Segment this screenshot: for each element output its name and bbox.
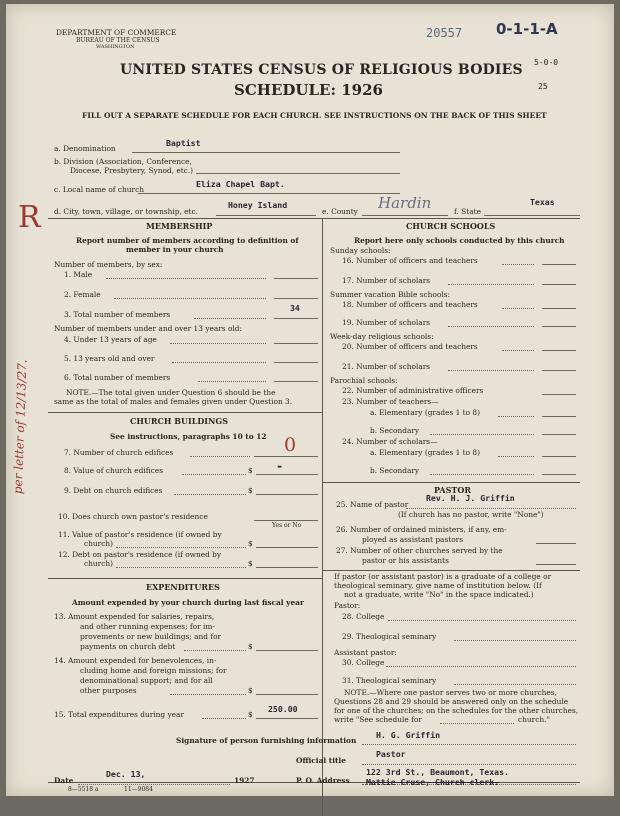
q20-label: 20. Number of officers and teachers	[342, 342, 478, 351]
year-label: 1927	[234, 776, 255, 785]
pastor-note-3: for one of the churches; on the schedules for the other churches,	[334, 706, 579, 715]
review-mark: R	[18, 200, 41, 235]
county-label: e. County	[322, 207, 358, 216]
q8-dollar: $	[248, 466, 253, 475]
division-label: b. Division (Association, Conference,	[54, 157, 192, 166]
q12-dollar: $	[248, 559, 253, 568]
sunday-schools-label: Sunday schools:	[330, 246, 391, 255]
q17-label: 17. Number of scholars	[342, 276, 431, 285]
q6-label: 6. Total number of members	[64, 373, 171, 382]
local-name-label: c. Local name of church	[54, 185, 144, 194]
instruction-line: FILL OUT A SEPARATE SCHEDULE FOR EACH CHURCH. SEE INSTRUCTIONS ON THE BACK OF THIS SHEET	[82, 111, 547, 120]
date-value: Dec. 13,	[106, 769, 146, 779]
q15-value: 250.00	[268, 704, 298, 714]
q31-label: 31. Theological seminary	[342, 676, 437, 685]
q11-label: 11. Value of pastor's residence (if owned by	[58, 530, 222, 539]
q21-label: 21. Number of scholars	[342, 362, 431, 371]
q23a-label: a. Elementary (grades 1 to 8)	[370, 408, 481, 417]
q24b-label: b. Secondary	[370, 466, 420, 475]
q11-label-2: church)	[84, 539, 113, 548]
official-title-value: Pastor	[376, 749, 406, 759]
file-code: 0-1-1-A	[496, 20, 558, 38]
q13-label-4: payments on church debt	[80, 642, 176, 651]
graduate-note: If pastor (or assistant pastor) is a graduate of a college or	[334, 572, 552, 581]
q12-label: 12. Debt on pastor's residence (if owned by	[58, 550, 222, 559]
q24a-label: a. Elementary (grades 1 to 8)	[370, 448, 481, 457]
division-label-2: Diocese, Presbytery, Synod, etc.)	[70, 166, 194, 175]
q24-label: 24. Number of scholars—	[342, 437, 438, 446]
q8-label: 8. Value of church edifices	[64, 466, 163, 475]
q28-label: 28. College	[342, 612, 385, 621]
q23-label: 23. Number of teachers—	[342, 397, 439, 406]
buildings-instruction: See instructions, paragraphs 10 to 12	[110, 432, 267, 441]
q4-label: 4. Under 13 years of age	[64, 335, 157, 344]
print-code: 11—9084	[124, 786, 153, 793]
q26-label-2: ployed as assistant pastors	[362, 535, 464, 544]
assistant-sublabel: Assistant pastor:	[334, 648, 397, 657]
city-label: WASHINGTON	[96, 44, 135, 50]
q8-value: -	[276, 459, 284, 473]
q14-label-2: cluding home and foreign missions; for	[80, 666, 227, 675]
q12-label-2: church)	[84, 559, 113, 568]
code-1: 5-0-0	[534, 58, 559, 67]
q27-label: 27. Number of other churches served by the	[336, 546, 503, 555]
buildings-title: CHURCH BUILDINGS	[130, 416, 228, 426]
denomination-value: Baptist	[166, 138, 201, 148]
yes-no-hint: Yes or No	[272, 522, 302, 529]
city-town-label: d. City, town, village, or township, etc.	[54, 207, 199, 216]
q14-label-3: denominational support; and for all	[80, 676, 213, 685]
q5-label: 5. 13 years old and over	[64, 354, 155, 363]
q26-label: 26. Number of ordained ministers, if any, em-	[336, 525, 507, 534]
weekday-schools-label: Week-day religious schools:	[330, 332, 434, 341]
form-code: 8—5518 a	[68, 786, 99, 793]
official-title-label: Official title	[296, 756, 346, 765]
schools-title: CHURCH SCHOOLS	[406, 221, 496, 231]
schools-intro: Report here only schools conducted by this church	[354, 236, 565, 245]
q18-label: 18. Number of officers and teachers	[342, 300, 478, 309]
pastor-note-5: church."	[518, 715, 550, 724]
q27-label-2: pastor or his assistants	[362, 556, 449, 565]
stamp-number: 20557	[426, 26, 463, 40]
membership-note: NOTE.—The total given under Question 6 should be the	[66, 388, 276, 397]
signature-value: H. G. Griffin	[376, 730, 441, 740]
q25-note: (If church has no pastor, write "None")	[398, 510, 544, 519]
pastor-note-2: Questions 28 and 29 should be answered only on the schedule	[334, 697, 569, 706]
page-title: UNITED STATES CENSUS OF RELIGIOUS BODIES	[120, 62, 523, 78]
expenditures-title: EXPENDITURES	[146, 582, 220, 592]
q7-value: 0	[284, 434, 297, 456]
local-name-value: Eliza Chapel Bapt.	[196, 179, 285, 189]
graduate-note-3: not a graduate, write "No" in the space indicated.)	[344, 590, 534, 599]
state-label: f. State	[454, 207, 481, 216]
page-subtitle: SCHEDULE: 1926	[234, 81, 383, 99]
q29-label: 29. Theological seminary	[342, 632, 437, 641]
pastor-title: PASTOR	[434, 485, 471, 495]
parochial-schools-label: Parochial schools:	[330, 376, 398, 385]
q1-label: 1. Male	[64, 270, 93, 279]
q23b-label: b. Secondary	[370, 426, 420, 435]
q11-dollar: $	[248, 539, 253, 548]
under-over-label: Number of members under and over 13 years old:	[54, 324, 242, 333]
state-value: Texas	[530, 197, 555, 207]
by-sex-label: Number of members, by sex:	[54, 260, 163, 269]
census-schedule-sheet	[6, 4, 614, 796]
pastor-sublabel: Pastor:	[334, 601, 361, 610]
membership-intro-2: member in your church	[126, 245, 224, 254]
q30-label: 30. College	[342, 658, 385, 667]
q10-label: 10. Does church own pastor's residence	[58, 512, 208, 521]
q9-label: 9. Debt on church edifices	[64, 486, 163, 495]
margin-note: per letter of 12/13/27.	[10, 359, 30, 495]
signature-label: Signature of person furnishing information	[176, 736, 357, 745]
code-2: 25	[538, 82, 548, 91]
q3-value: 34	[290, 303, 300, 313]
q14-label: 14. Amount expended for benevolences, in-	[54, 656, 217, 665]
expenditures-intro: Amount expended by your church during last fiscal year	[72, 598, 304, 607]
graduate-note-2: theological seminary, give name of institution below. (If	[334, 581, 542, 590]
q13-dollar: $	[248, 642, 253, 651]
q25-label: 25. Name of pastor	[336, 500, 409, 509]
county-value: Hardin	[378, 194, 432, 212]
pastor-note: NOTE.—Where one pastor serves two or more churches,	[344, 688, 557, 697]
date-label: Date	[54, 776, 74, 785]
q7-label: 7. Number of church edifices	[64, 448, 174, 457]
pastor-note-4: write "See schedule for	[334, 715, 422, 724]
bureau-label: BUREAU OF THE CENSUS	[76, 37, 160, 44]
q3-label: 3. Total number of members	[64, 310, 171, 319]
denomination-label: a. Denomination	[54, 144, 116, 153]
membership-note-2: same as the total of males and females given under Question 3.	[54, 397, 293, 406]
summer-schools-label: Summer vacation Bible schools:	[330, 290, 450, 299]
q13-label: 13. Amount expended for salaries, repairs,	[54, 612, 215, 621]
q14-label-4: other purposes	[80, 686, 137, 695]
q19-label: 19. Number of scholars	[342, 318, 431, 327]
q14-dollar: $	[248, 686, 253, 695]
q22-label: 22. Number of administrative officers	[342, 386, 484, 395]
address-value: 122 3rd St., Beaumont, Texas.	[366, 767, 509, 777]
q15-label: 15. Total expenditures during year	[54, 710, 184, 719]
address-label: P. O. Address	[296, 776, 350, 785]
membership-title: MEMBERSHIP	[146, 221, 213, 231]
q25-value: Rev. H. J. Griffin	[426, 493, 515, 503]
city-town-value: Honey Island	[228, 200, 288, 210]
address-value-2: Mattie Cruse, Church clerk.	[366, 777, 500, 787]
q15-dollar: $	[248, 710, 253, 719]
q13-label-3: provements or new buildings; and for	[80, 632, 222, 641]
q13-label-2: and other running expenses; for im-	[80, 622, 215, 631]
q9-dollar: $	[248, 486, 253, 495]
membership-intro: Report number of members according to definition of	[76, 236, 299, 245]
department-label: DEPARTMENT OF COMMERCE	[56, 28, 177, 37]
q16-label: 16. Number of officers and teachers	[342, 256, 478, 265]
q2-label: 2. Female	[64, 290, 101, 299]
